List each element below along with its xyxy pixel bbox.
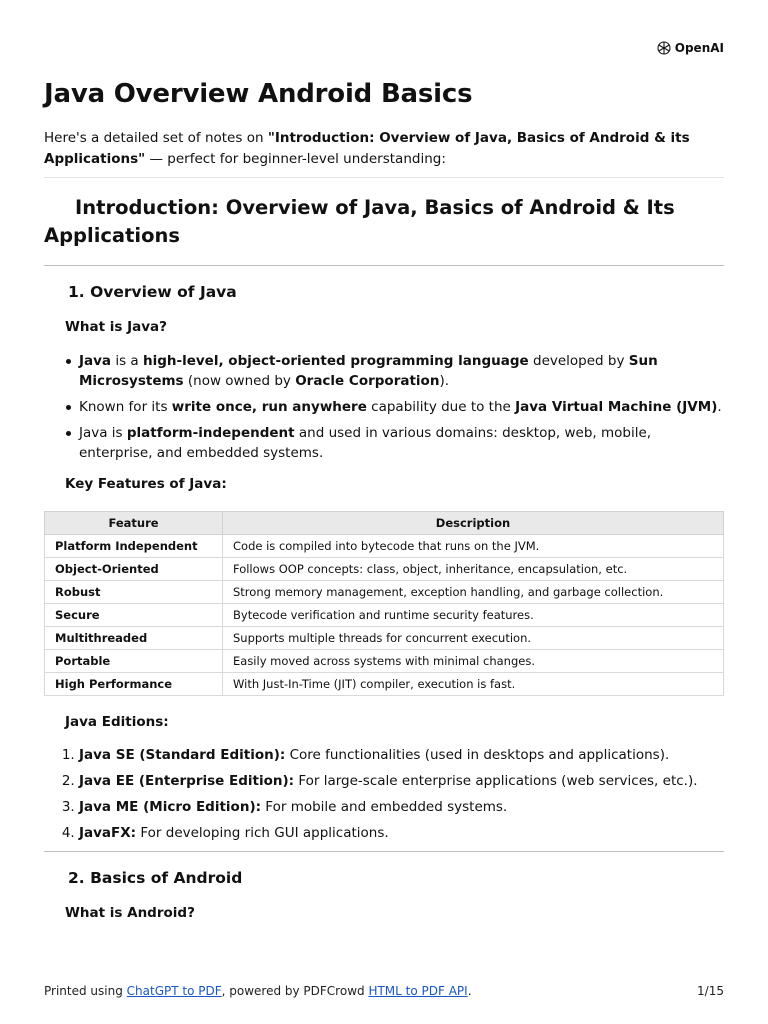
bold-text: Java: [79, 353, 112, 369]
edition-desc: Core functionalities (used in desktops and applications).: [285, 747, 670, 763]
list-item: [79, 423, 724, 463]
bold-text: Java Virtual Machine (JVM): [515, 399, 718, 415]
footer-middle: , powered by PDFCrowd: [221, 984, 369, 998]
html-to-pdf-api-link[interactable]: HTML to PDF API: [368, 984, 468, 998]
list-item: [79, 771, 724, 791]
feature-cell: Robust: [45, 581, 223, 604]
text: is a: [111, 353, 143, 369]
list-item: [79, 397, 724, 417]
main-heading: [44, 194, 724, 250]
divider: [44, 265, 724, 266]
bold-text: write once, run anywhere: [171, 399, 367, 415]
divider: [44, 851, 724, 852]
text: ).: [439, 373, 449, 389]
footer-prefix: Printed using: [44, 984, 127, 998]
feature-cell: Portable: [45, 650, 223, 673]
table-row: [45, 581, 724, 604]
features-table: [44, 511, 724, 696]
description-cell: Code is compiled into bytecode that runs on the JVM.: [223, 535, 724, 558]
edition-desc: For developing rich GUI applications.: [136, 825, 389, 841]
text: Known for its: [79, 399, 172, 415]
bold-text: platform-independent: [126, 425, 295, 441]
table-header-row: [45, 512, 724, 535]
feature-cell: Object-Oriented: [45, 558, 223, 581]
table-row: [45, 604, 724, 627]
description-cell: Strong memory management, exception handling, and garbage collection.: [223, 581, 724, 604]
key-features-heading: Key Features of Java:: [65, 476, 227, 492]
java-section-heading: 1. Overview of Java: [68, 283, 237, 301]
edition-desc: For mobile and embedded systems.: [261, 799, 508, 815]
description-cell: Follows OOP concepts: class, object, inheritance, encapsulation, etc.: [223, 558, 724, 581]
what-is-java-heading: What is Java?: [65, 319, 168, 335]
divider: [44, 177, 724, 178]
table-row: [45, 673, 724, 696]
feature-cell: Multithreaded: [45, 627, 223, 650]
description-cell: Bytecode verification and runtime security features.: [223, 604, 724, 627]
what-is-android-heading: What is Android?: [65, 905, 195, 921]
table-row: [45, 650, 724, 673]
description-cell: Supports multiple threads for concurrent execution.: [223, 627, 724, 650]
list-item: [79, 745, 724, 765]
list-item: [79, 823, 724, 843]
java-bullet-list: [44, 351, 724, 463]
page-number: 1/15: [697, 984, 724, 998]
description-cell: Easily moved across systems with minimal changes.: [223, 650, 724, 673]
column-header-description: Description: [223, 512, 724, 535]
text: and used in various domains: desktop, web, mobile, enterprise, and embedded systems.: [79, 425, 652, 461]
edition-name: Java SE (Standard Edition):: [79, 747, 286, 763]
openai-brand: [656, 40, 724, 56]
text: developed by: [528, 353, 629, 369]
chatgpt-to-pdf-link[interactable]: ChatGPT to PDF: [126, 984, 222, 998]
edition-desc: For large-scale enterprise applications (web services, etc.).: [294, 773, 698, 789]
edition-name: Java EE (Enterprise Edition):: [79, 773, 295, 789]
document-title: Java Overview Android Basics: [44, 79, 473, 109]
text: .: [717, 399, 722, 415]
document-content: [44, 76, 724, 922]
feature-cell: High Performance: [45, 673, 223, 696]
text: Java is: [79, 425, 127, 441]
table-row: [45, 627, 724, 650]
edition-name: JavaFX:: [79, 825, 137, 841]
feature-cell: Secure: [45, 604, 223, 627]
intro-prefix: Here's a detailed set of notes on: [44, 130, 268, 146]
text: capability due to the: [366, 399, 516, 415]
feature-cell: Platform Independent: [45, 535, 223, 558]
java-editions-heading: Java Editions:: [65, 714, 169, 730]
openai-logo-icon: [656, 40, 672, 56]
column-header-feature: Feature: [45, 512, 223, 535]
intro-bold: "Introduction: Overview of Java, Basics of Android & its Applications": [44, 130, 690, 167]
brand-label: OpenAI: [674, 41, 724, 55]
list-item: [79, 797, 724, 817]
bold-text: Sun Microsystems: [79, 353, 658, 389]
table-row: [45, 535, 724, 558]
description-cell: With Just-In-Time (JIT) compiler, execution is fast.: [223, 673, 724, 696]
editions-list: [44, 745, 724, 843]
text: (now owned by: [183, 373, 296, 389]
page-footer: [44, 984, 724, 998]
main-heading-text: Introduction: Overview of Java, Basics of Android & Its Applications: [44, 196, 675, 247]
intro-suffix: — perfect for beginner-level understanding:: [145, 151, 446, 167]
table-row: [45, 558, 724, 581]
footer-suffix: .: [467, 984, 472, 998]
android-section-heading: 2. Basics of Android: [68, 869, 243, 887]
bold-text: high-level, object-oriented programming language: [142, 353, 529, 369]
list-item: [79, 351, 724, 391]
edition-name: Java ME (Micro Edition):: [79, 799, 262, 815]
bold-text: Oracle Corporation: [295, 373, 440, 389]
intro-paragraph: [44, 128, 724, 170]
